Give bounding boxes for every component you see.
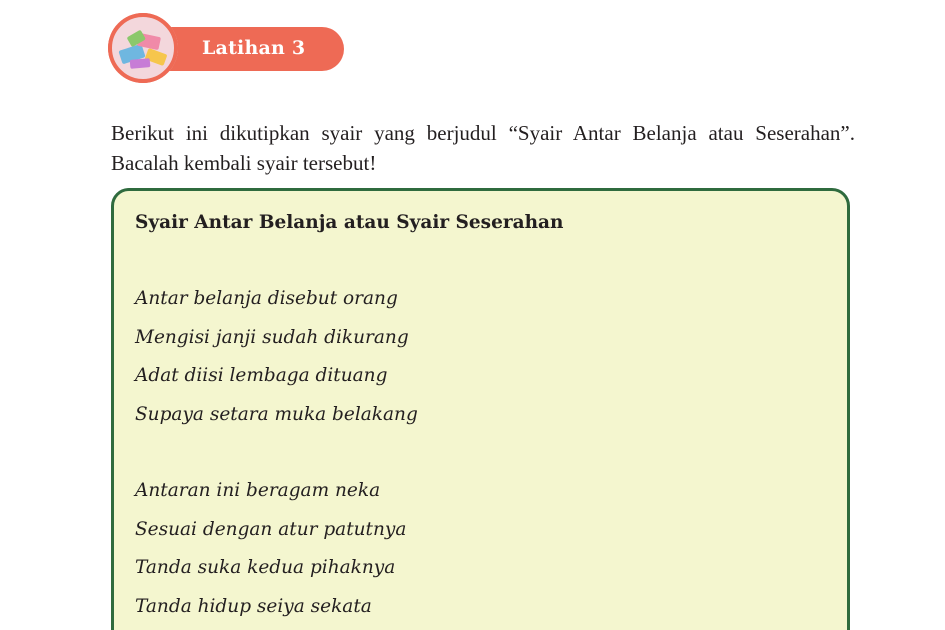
poem-line: Antar belanja disebut orang: [135, 288, 398, 309]
poem-line: Supaya setara muka belakang: [135, 403, 418, 425]
exercise-label: Latihan 3: [202, 37, 306, 59]
poem-stanza-1: [135, 280, 418, 434]
books-illustration-icon: [108, 13, 178, 83]
poem-line: Tanda hidup seiya sekata: [135, 595, 372, 617]
poem-box: [111, 188, 850, 630]
poem-stanza-2: [135, 472, 406, 626]
poem-line: Mengisi janji sudah dikurang: [135, 326, 409, 348]
poem-line: Tanda suka kedua pihaknya: [135, 557, 396, 578]
poem-line: Sesuai dengan atur patutnya: [135, 518, 407, 540]
poem-title: Syair Antar Belanja atau Syair Seserahan: [135, 212, 564, 233]
poem-line: Adat diisi lembaga dituang: [135, 365, 388, 386]
poem-line: Antaran ini beragam neka: [135, 480, 381, 501]
exercise-badge: [108, 13, 348, 83]
intro-paragraph: Berikut ini dikutipkan syair yang berjudul “Syair Antar Belanja atau Seserahan”. Bacalah kembali syair tersebut!: [111, 121, 855, 175]
